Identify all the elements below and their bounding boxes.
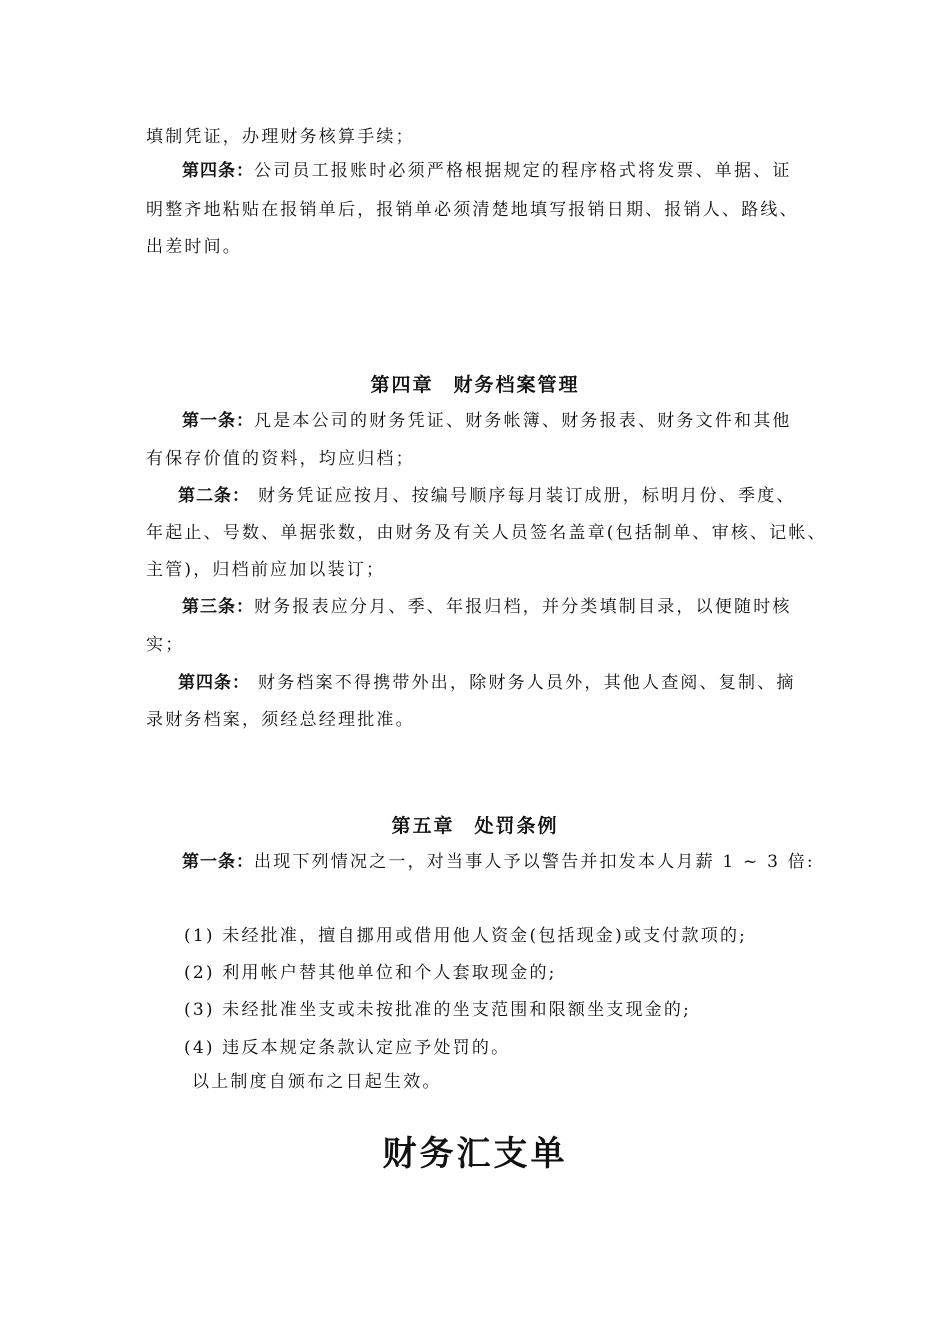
article-text: 财务报表应分月、季、年报归档，并分类填制目录，以便随时核 bbox=[254, 597, 792, 617]
paragraph-line: 录财务档案，须经总经理批准。 bbox=[146, 710, 415, 730]
paragraph-line: 主管)，归档前应加以装订； bbox=[146, 560, 386, 580]
article-line bbox=[182, 851, 815, 873]
article-label: 第三条： bbox=[182, 597, 254, 617]
article-line bbox=[178, 485, 796, 507]
article-text: 公司员工报账时必须严格根据规定的程序格式将发票、单据、证 bbox=[254, 161, 792, 181]
closing-statement: 以上制度自颁布之日起生效。 bbox=[192, 1072, 442, 1092]
article-label: 第四条： bbox=[178, 673, 250, 693]
article-label: 第四条： bbox=[182, 161, 254, 181]
chapter-title: 财务档案管理 bbox=[453, 374, 580, 396]
article-text: 凡是本公司的财务凭证、财务帐簿、财务报表、财务文件和其他 bbox=[254, 411, 792, 431]
paragraph-line: 实； bbox=[146, 635, 185, 655]
chapter-heading bbox=[0, 814, 950, 838]
paragraph-line: 年起止、号数、单据张数，由财务及有关人员签名盖章(包括制单、审核、记帐、 bbox=[146, 523, 827, 543]
list-item: (4) 违反本规定条款认定应予处罚的。 bbox=[184, 1038, 511, 1058]
paragraph-line: 有保存价值的资料，均应归档； bbox=[146, 449, 415, 469]
article-line bbox=[178, 672, 796, 694]
list-item: (2) 利用帐户替其他单位和个人套取现金的; bbox=[184, 963, 557, 983]
article-text: 出现下列情况之一，对当事人予以警告并扣发本人月薪 1 ~ 3 倍: bbox=[254, 852, 815, 872]
article-label: 第一条： bbox=[182, 411, 254, 431]
chapter-number: 第四章 bbox=[370, 374, 434, 396]
article-line bbox=[182, 410, 792, 432]
article-line bbox=[182, 160, 792, 182]
article-label: 第二条： bbox=[178, 486, 250, 506]
paragraph-line: 出差时间。 bbox=[146, 237, 242, 257]
chapter-heading bbox=[0, 373, 950, 397]
chapter-number: 第五章 bbox=[391, 815, 455, 837]
chapter-title: 处罚条例 bbox=[474, 815, 559, 837]
paragraph-line: 填制凭证，办理财务核算手续； bbox=[146, 127, 415, 147]
article-label: 第一条： bbox=[182, 852, 254, 872]
list-item: (3) 未经批准坐支或未按批准的坐支范围和限额坐支现金的; bbox=[184, 1000, 692, 1020]
document-title: 财务汇支单 bbox=[382, 1134, 568, 1174]
paragraph-line: 明整齐地粘贴在报销单后，报销单必须清楚地填写报销日期、报销人、路线、 bbox=[146, 200, 799, 220]
article-text: 财务档案不得携带外出，除财务人员外，其他人查阅、复制、摘 bbox=[258, 673, 796, 693]
article-text: 财务凭证应按月、按编号顺序每月装订成册，标明月份、季度、 bbox=[258, 486, 796, 506]
article-line bbox=[182, 596, 792, 618]
list-item: (1) 未经批准，擅自挪用或借用他人资金(包括现金)或支付款项的; bbox=[184, 926, 748, 946]
